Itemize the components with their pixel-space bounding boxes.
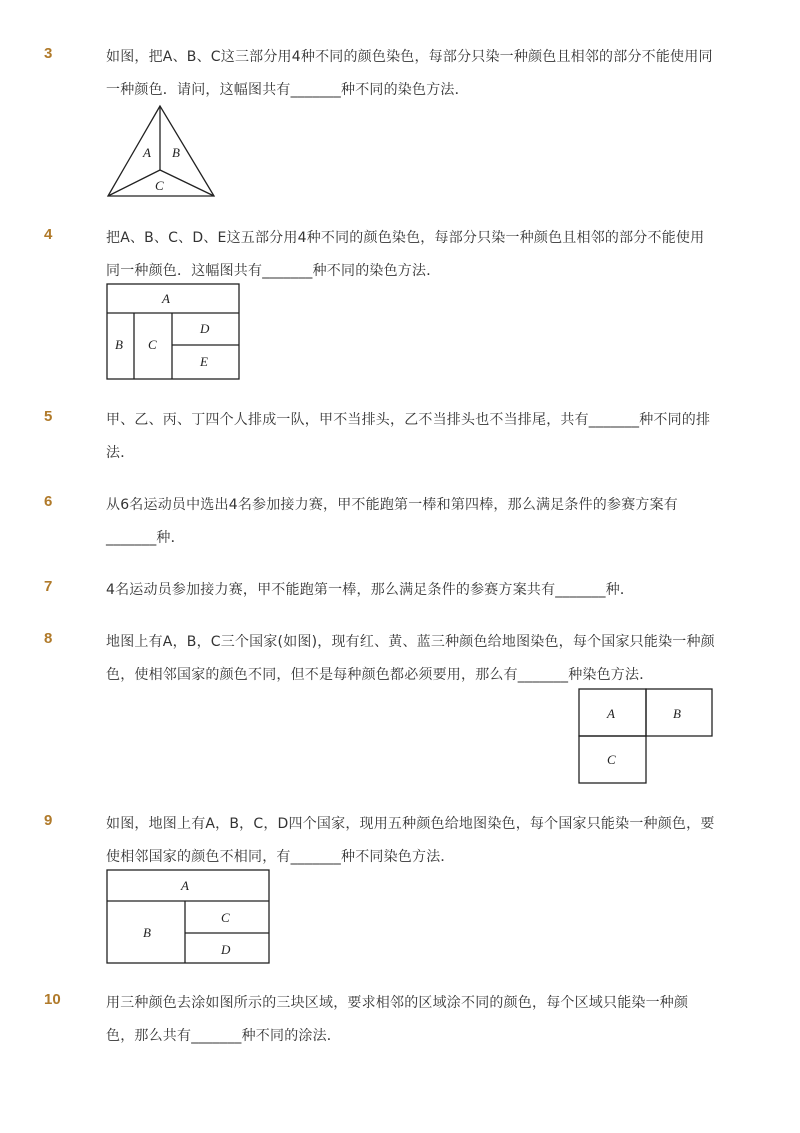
problem-text-line: 甲、乙、丙、丁四个人排成一队，甲不当排头，乙不当排头也不当排尾，共有_______种不同的排	[106, 412, 711, 428]
problem-number: 4	[44, 226, 53, 243]
region-label: A	[162, 291, 170, 306]
problem-text-line: 同一种颜色．这幅图共有_______种不同的染色方法．	[106, 263, 441, 279]
problem-text-line: 一种颜色．请问，这幅图共有_______种不同的染色方法．	[106, 82, 469, 98]
region-label: E	[200, 354, 208, 369]
problem-text-line: 法．	[106, 445, 135, 461]
region-label: B	[143, 925, 151, 940]
region-label: B	[172, 145, 180, 160]
problem-number: 10	[44, 991, 61, 1008]
region-label: D	[200, 321, 210, 336]
problem-text-line: 用三种颜色去涂如图所示的三块区域，要求相邻的区域涂不同的颜色，每个区域只能染一种颜	[106, 995, 689, 1011]
problem-text-line: _______种．	[106, 530, 185, 546]
problem-text-line: 4名运动员参加接力赛，甲不能跑第一棒，那么满足条件的参赛方案共有_______种．	[106, 582, 635, 598]
rect-figure-five-regions	[106, 283, 242, 385]
problem-number: 5	[44, 408, 53, 425]
region-label: C	[148, 337, 157, 352]
region-label: B	[673, 706, 681, 721]
problem-number: 8	[44, 630, 53, 647]
problem-text-line: 如图，把A、B、C这三部分用4种不同的颜色染色，每部分只染一种颜色且相邻的部分不能使用同	[106, 49, 713, 65]
region-label: D	[221, 942, 231, 957]
problem-text-line: 地图上有A，B，C三个国家(如图)，现有红、黄、蓝三种颜色给地图染色，每个国家只能染一种颜	[106, 634, 715, 650]
problem-text-line: 色，使相邻国家的颜色不同，但不是每种颜色都必须要用，那么有_______种染色方法．	[106, 667, 654, 683]
region-label: A	[607, 706, 615, 721]
map-figure-three-countries	[578, 688, 714, 790]
problem-text-line: 如图，地图上有A，B，C，D四个国家，现用五种颜色给地图染色，每个国家只能染一种颜色，要	[106, 816, 715, 832]
problem-text-line: 使相邻国家的颜色不相同，有_______种不同染色方法．	[106, 849, 455, 865]
map-figure-four-countries	[106, 869, 272, 969]
problem-number: 3	[44, 45, 53, 62]
problem-text-line: 色，那么共有_______种不同的涂法．	[106, 1028, 341, 1044]
triangle-figure	[104, 104, 218, 204]
problem-number: 7	[44, 578, 53, 595]
region-label: A	[181, 878, 189, 893]
problem-text-line: 把A、B、C、D、E这五部分用4种不同的颜色染色，每部分只染一种颜色且相邻的部分不能使用	[106, 230, 705, 246]
problem-number: 6	[44, 493, 53, 510]
problem-text-line: 从6名运动员中选出4名参加接力赛，甲不能跑第一棒和第四棒，那么满足条件的参赛方案有	[106, 497, 679, 513]
region-label: C	[221, 910, 230, 925]
region-label: C	[155, 178, 164, 193]
region-label: B	[115, 337, 123, 352]
region-label: C	[607, 752, 616, 767]
problem-number: 9	[44, 812, 53, 829]
region-label: A	[143, 145, 151, 160]
